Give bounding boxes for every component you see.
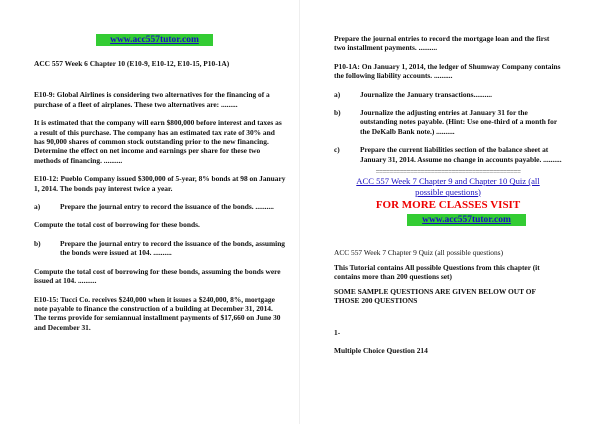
sample-note: SOME SAMPLE QUESTIONS ARE GIVEN BELOW OUT OF THOSE 200 QUESTIONS <box>334 286 536 306</box>
e10-9-details: It is estimated that the company will earn $800,000 before interest and taxes as a result of this purchase. The company has an estimated tax rate of 30% and has 90,000 shares of common stock outstanding prior to the new financing. <box>34 118 282 147</box>
compute-borrowing-1: Compute the total cost of borrowing for these bonds. <box>34 220 200 230</box>
e10-12-item-b <box>34 239 286 258</box>
item-text: Prepare the journal entry to record the issuance of the bonds, assuming the bonds were issued at 104. .......... <box>60 238 285 258</box>
site-link-badge-right[interactable]: www.acc557tutor.com <box>407 214 526 226</box>
site-link-badge[interactable]: www.acc557tutor.com <box>96 34 213 46</box>
p10-1a-item-c <box>334 145 562 164</box>
p10-1a-item-a <box>334 90 562 99</box>
item-text: Prepare the journal entry to record the issuance of the bonds. .......... <box>60 202 274 212</box>
quiz-link[interactable]: ACC 557 Week 7 Chapter 9 and Chapter 10 Quiz (all possible questions) <box>356 176 540 197</box>
item-text: Journalize the adjusting entries at January 31 for the outstanding notes payable. (Hint: Use one-third of a month for the DeKalb Bank note.) .......... <box>360 108 557 136</box>
item-label: c) <box>334 145 340 155</box>
item-label: a) <box>334 89 341 99</box>
item-label: b) <box>34 238 41 248</box>
item-label: a) <box>34 202 41 212</box>
compute-borrowing-2: Compute the total cost of borrowing for these bonds, assuming the bonds were issued at 104. .......... <box>34 266 281 286</box>
e10-12-intro: E10-12: Pueblo Company issued $300,000 of 5-year, 8% bonds at 98 on January 1, 2014. The bonds pay interest twice a year. <box>34 174 286 193</box>
question-number: 1- <box>334 327 341 337</box>
assignment-heading: ACC 557 Week 6 Chapter 10 (E10-9, E10-12, E10-15, P10-1A) <box>34 59 230 68</box>
e10-15-text: E10-15: Tucci Co. receives $240,000 when it issues a $240,000, 8%, mortgage note payable to finance the construction of a building at December 31, 2014. The terms provide for semiannual installment payments of $17,660 on June 30 and December 31. <box>34 294 281 332</box>
item-text: Journalize the January transactions.......... <box>360 89 493 99</box>
e10-12-item-a <box>34 202 286 211</box>
separator-line: ========================================== <box>375 168 521 177</box>
right-page <box>300 0 600 424</box>
p10-1a-item-b <box>334 108 562 136</box>
more-classes-banner: FOR MORE CLASSES VISIT <box>375 199 521 212</box>
quiz-description: This Tutorial contains All possible Questions from this chapter (it contains more than 200 questions set) <box>334 262 540 282</box>
mortgage-question: Prepare the journal entries to record the mortgage loan and the first two installment payments. .......... <box>334 34 550 53</box>
item-text: Prepare the current liabilities section of the balance sheet at January 31, 2014. Assume no change in accounts payable. .......... <box>360 145 562 164</box>
question-title: Multiple Choice Question 214 <box>334 345 428 355</box>
p10-1a-intro: P10-1A: On January 1, 2014, the ledger of Shumway Company contains the following liability accounts. .......... <box>334 61 561 81</box>
e10-9-intro: E10-9: Global Airlines is considering two alternatives for the financing of a purchase of a fleet of airplanes. These two alternatives are: ......... <box>34 90 270 109</box>
item-label: b) <box>334 108 341 118</box>
e10-9-question: Determine the effect on net income and earnings per share for these two methods of financing. .......... <box>34 146 261 165</box>
quiz-heading: ACC 557 Week 7 Chapter 9 Quiz (all possible questions) <box>334 248 504 258</box>
